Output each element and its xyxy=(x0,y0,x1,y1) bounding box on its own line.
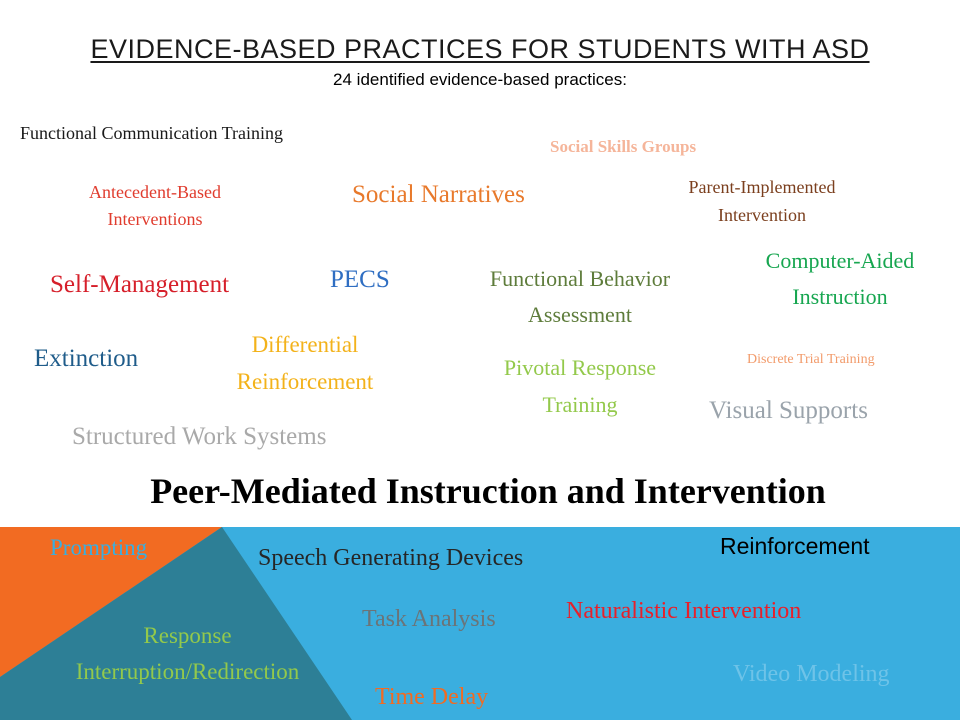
practice-line: Intervention xyxy=(718,205,806,225)
practice-line: Pivotal Response xyxy=(503,355,657,380)
practice-line: Interruption/Redirection xyxy=(75,659,300,684)
practice-discrete-trial-training: Discrete Trial Training xyxy=(747,352,875,367)
practice-pecs: PECS xyxy=(330,266,390,293)
slide-title: EVIDENCE-BASED PRACTICES FOR STUDENTS WITH ASD xyxy=(90,34,870,64)
practice-extinction: Extinction xyxy=(34,345,139,372)
practice-line: Parent-Implemented xyxy=(688,177,836,197)
practice-line: Functional Behavior xyxy=(489,266,671,291)
practice-antecedent-based-interventions xyxy=(35,179,275,233)
practice-line: Instruction xyxy=(792,284,888,309)
practice-video-modeling: Video Modeling xyxy=(733,661,890,687)
practice-task-analysis: Task Analysis xyxy=(362,606,496,632)
practice-prompting: Prompting xyxy=(50,535,148,560)
slide-subtitle: 24 identified evidence-based practices: xyxy=(333,70,627,89)
practice-parent-implemented-intervention xyxy=(632,173,892,229)
practice-line: Training xyxy=(542,392,618,417)
practice-visual-supports: Visual Supports xyxy=(709,397,868,424)
practice-self-management: Self-Management xyxy=(50,271,230,298)
practice-line: Reinforcement xyxy=(236,369,374,394)
practice-naturalistic-intervention: Naturalistic Intervention xyxy=(566,598,802,624)
practice-line: Assessment xyxy=(528,302,632,327)
practice-structured-work-systems: Structured Work Systems xyxy=(72,423,327,450)
practice-time-delay: Time Delay xyxy=(375,684,489,710)
practice-social-skills-groups: Social Skills Groups xyxy=(550,137,697,156)
practice-response-interruption-redirection xyxy=(20,618,355,690)
practice-functional-behavior-assessment xyxy=(450,261,710,333)
practice-differential-reinforcement xyxy=(200,326,410,400)
practice-speech-generating-devices: Speech Generating Devices xyxy=(258,545,524,571)
practice-computer-aided-instruction xyxy=(720,243,960,315)
practice-functional-communication-training: Functional Communication Training xyxy=(20,123,284,143)
practice-pivotal-response-training xyxy=(450,349,710,423)
practice-line: Response xyxy=(143,623,232,648)
practice-peer-mediated-instruction: Peer-Mediated Instruction and Intervention xyxy=(150,471,826,511)
practice-line: Differential xyxy=(251,332,359,357)
practice-line: Interventions xyxy=(107,209,203,229)
practice-reinforcement: Reinforcement xyxy=(720,533,870,559)
practice-line: Computer-Aided xyxy=(765,248,915,273)
practice-line: Antecedent-Based xyxy=(89,182,221,202)
practice-social-narratives: Social Narratives xyxy=(352,181,525,208)
